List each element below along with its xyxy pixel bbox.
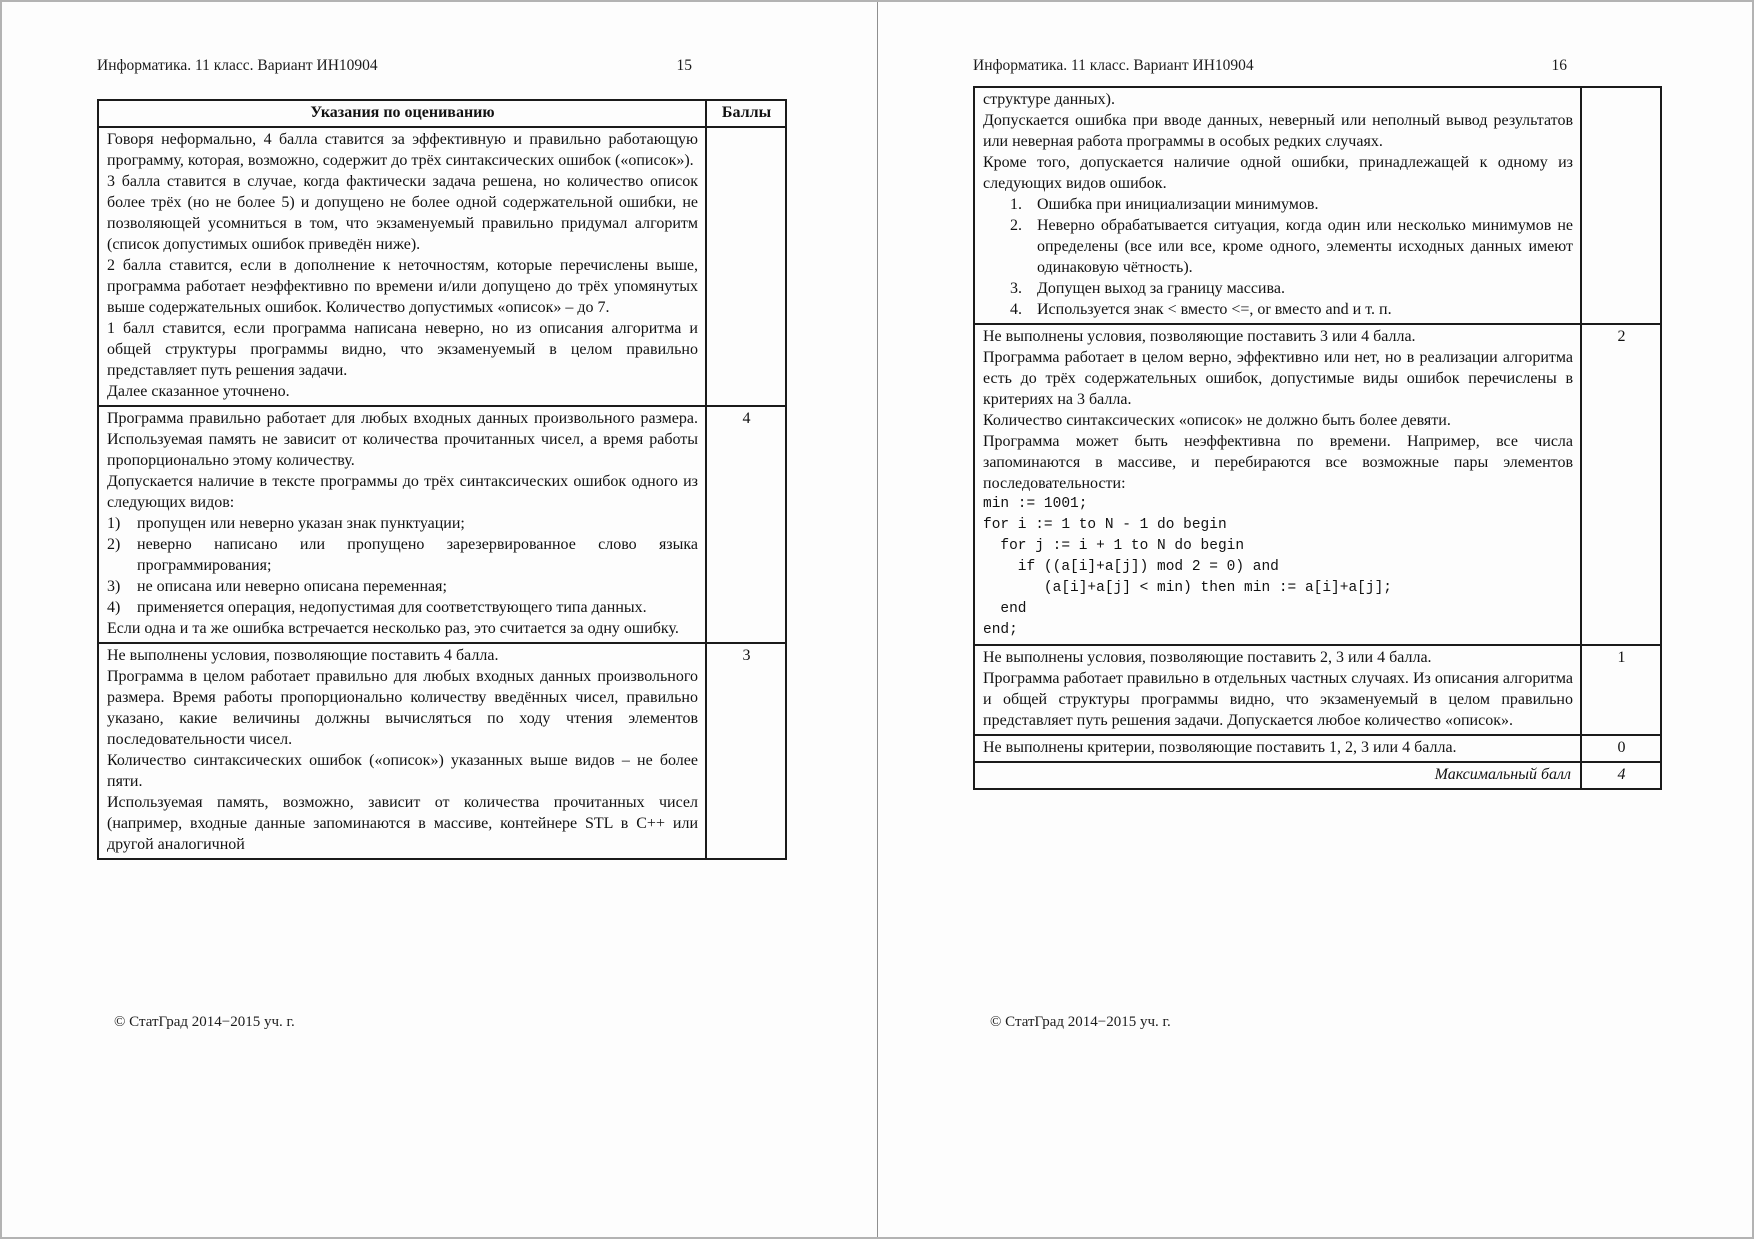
table-row bbox=[974, 324, 1661, 645]
points-header-cell: Баллы bbox=[706, 100, 786, 127]
code-line: for j := i + 1 to N do begin bbox=[983, 538, 1245, 554]
max-score-value: 4 bbox=[1581, 762, 1661, 789]
list-item-text: Допущен выход за границу массива. bbox=[1037, 280, 1285, 297]
page-number: 15 bbox=[676, 57, 692, 74]
criteria-header-cell: Указания по оцениванию bbox=[98, 100, 706, 127]
page-16 bbox=[877, 2, 1752, 1237]
table-header-row bbox=[98, 100, 786, 127]
paragraph: Не выполнены условия, позволяющие поставить 4 балла. bbox=[107, 647, 499, 664]
list-item bbox=[1010, 194, 1573, 215]
table-row bbox=[98, 406, 786, 643]
list-item bbox=[1010, 299, 1573, 320]
list-marker: 2. bbox=[1010, 217, 1022, 234]
paragraph: Допускается наличие в тексте программы до трёх синтаксических ошибок одного из следующих видов: bbox=[107, 473, 698, 511]
page-header bbox=[973, 57, 1662, 75]
paragraph: 1 балл ставится, если программа написана неверно, но из описания алгоритма и общей структуры программы видно, что экзаменуемый в целом правильно представляет путь решения задачи. bbox=[107, 320, 698, 379]
criteria-cell bbox=[98, 127, 706, 406]
paragraph: Кроме того, допускается наличие одной ошибки, принадлежащей к одному из следующих видов ошибок. bbox=[983, 154, 1573, 192]
page-footer: © СтатГрад 2014−2015 уч. г. bbox=[114, 1014, 295, 1030]
paragraph: Программа работает в целом верно, эффективно или нет, но в реализации алгоритма есть до трёх содержательных ошибок, допустимые виды ошибок перечислены в критериях на 3 балла. bbox=[983, 349, 1573, 408]
code-line: for i := 1 to N - 1 do begin bbox=[983, 517, 1227, 533]
paragraph: Программа работает правильно в отдельных частных случаях. Из описания алгоритма и общей структуры программы видно, что экзаменуемый в целом правильно представляет путь решения задачи. Допускается любое количество «описок». bbox=[983, 670, 1573, 729]
list-item-text: пропущен или неверно указан знак пунктуации; bbox=[137, 515, 465, 532]
page-footer: © СтатГрад 2014−2015 уч. г. bbox=[990, 1014, 1171, 1030]
paragraph: 2 балла ставится, если в дополнение к неточностям, которые перечислены выше, программа работает неэффективно по времени и/или допущено до трёх упомянутых выше содержательных ошибок. Количество допустимых «описок» – до 7. bbox=[107, 257, 698, 316]
paragraph: Количество синтаксических «описок» не должно быть более девяти. bbox=[983, 412, 1451, 429]
paragraph: Если одна и та же ошибка встречается несколько раз, это считается за одну ошибку. bbox=[107, 620, 679, 637]
list-item bbox=[1010, 215, 1573, 278]
list-item bbox=[107, 534, 698, 576]
criteria-cell bbox=[974, 735, 1581, 762]
grading-table bbox=[973, 86, 1662, 790]
page-number: 16 bbox=[1551, 57, 1567, 74]
code-line: end; bbox=[983, 622, 1018, 638]
table-row bbox=[98, 127, 786, 406]
code-line: (a[i]+a[j] < min) then min := a[i]+a[j]; bbox=[983, 580, 1392, 596]
paragraph: Далее сказанное уточнено. bbox=[107, 383, 290, 400]
paragraph: Программа правильно работает для любых входных данных произвольного размера. Используемая память не зависит от количества прочитанных чисел, а время работы пропорционально этому количеству. bbox=[107, 410, 698, 469]
points-cell bbox=[1581, 87, 1661, 324]
points-cell bbox=[706, 127, 786, 406]
list-item-text: Ошибка при инициализации минимумов. bbox=[1037, 196, 1319, 213]
paragraph: Программа в целом работает правильно для любых входных данных произвольного размера. Время работы пропорционально количеству введённых чисел, правильно указано, какие величины должны вычисляться по ходу чтения элементов последовательности чисел. bbox=[107, 668, 698, 748]
points-cell: 4 bbox=[706, 406, 786, 643]
paragraph: Допускается ошибка при вводе данных, неверный или неполный вывод результатов или неверная работа программы в особых редких случаях. bbox=[983, 112, 1573, 150]
paragraph: Не выполнены критерии, позволяющие поставить 1, 2, 3 или 4 балла. bbox=[983, 739, 1457, 756]
table-row-max-score bbox=[974, 762, 1661, 789]
criteria-cell bbox=[974, 645, 1581, 735]
list-marker: 3) bbox=[107, 578, 121, 595]
list-item-text: неверно написано или пропущено зарезервированное слово языка программирования; bbox=[137, 536, 698, 574]
points-cell: 0 bbox=[1581, 735, 1661, 762]
list-item bbox=[1010, 278, 1573, 299]
code-line: if ((a[i]+a[j]) mod 2 = 0) and bbox=[983, 559, 1279, 575]
doc-title: Информатика. 11 класс. Вариант ИН10904 bbox=[97, 57, 378, 74]
table-row bbox=[974, 87, 1661, 324]
criteria-cell bbox=[974, 324, 1581, 645]
paragraph: Количество синтаксических ошибок («описок») указанных выше видов – не более пяти. bbox=[107, 752, 698, 790]
paragraph: 3 балла ставится в случае, когда фактически задача решена, но количество описок более трёх (но не более 5) и допущено не более одной содержательной ошибки, не позволяющей усомниться в том, что экзаменуемый правильно придумал алгоритм (список допустимых ошибок приведён ниже). bbox=[107, 173, 698, 253]
code-line: min := 1001; bbox=[983, 496, 1088, 512]
list-item-text: Используется знак < вместо <=, or вместо and и т. п. bbox=[1037, 301, 1392, 318]
criteria-cell bbox=[98, 643, 706, 859]
table-row bbox=[974, 735, 1661, 762]
points-cell: 2 bbox=[1581, 324, 1661, 645]
list-marker: 4. bbox=[1010, 301, 1022, 318]
list-marker: 2) bbox=[107, 536, 121, 553]
paragraph: Говоря неформально, 4 балла ставится за эффективную и правильно работающую программу, которая, возможно, содержит до трёх синтаксических ошибок («описок»). bbox=[107, 131, 698, 169]
table-row bbox=[98, 643, 786, 859]
paragraph: Используемая память, возможно, зависит от количества прочитанных чисел (например, входные данные запоминаются в массиве, контейнере STL в C++ или другой аналогичной bbox=[107, 794, 698, 853]
page-15 bbox=[2, 2, 877, 1237]
list-item bbox=[107, 576, 698, 597]
list-item bbox=[107, 597, 698, 618]
paragraph: Не выполнены условия, позволяющие поставить 3 или 4 балла. bbox=[983, 328, 1416, 345]
list-item-text: применяется операция, недопустимая для соответствующего типа данных. bbox=[137, 599, 647, 616]
page-header bbox=[97, 57, 787, 75]
table-row bbox=[974, 645, 1661, 735]
max-score-label: Максимальный балл bbox=[1434, 766, 1571, 783]
list-item-text: Неверно обрабатывается ситуация, когда один или несколько минимумов не определены (все или все, кроме одного, элементы исходных данных имеют одинаковую чётность). bbox=[1037, 217, 1573, 276]
paragraph: Не выполнены условия, позволяющие поставить 2, 3 или 4 балла. bbox=[983, 649, 1432, 666]
list-item bbox=[107, 513, 698, 534]
list-marker: 1) bbox=[107, 515, 121, 532]
list-marker: 4) bbox=[107, 599, 121, 616]
list-marker: 3. bbox=[1010, 280, 1022, 297]
criteria-cell bbox=[98, 406, 706, 643]
code-line: end bbox=[983, 601, 1027, 617]
points-cell: 1 bbox=[1581, 645, 1661, 735]
code-block bbox=[983, 494, 1573, 641]
criteria-cell bbox=[974, 87, 1581, 324]
criteria-cell bbox=[974, 762, 1581, 789]
list-item-text: не описана или неверно описана переменная; bbox=[137, 578, 447, 595]
list-marker: 1. bbox=[1010, 196, 1022, 213]
doc-title: Информатика. 11 класс. Вариант ИН10904 bbox=[973, 57, 1254, 74]
paragraph: структуре данных). bbox=[983, 91, 1115, 108]
paragraph: Программа может быть неэффективна по времени. Например, все числа запоминаются в массиве, и перебираются все возможные пары элементов последовательности: bbox=[983, 433, 1573, 492]
points-cell: 3 bbox=[706, 643, 786, 859]
grading-table bbox=[97, 99, 787, 860]
